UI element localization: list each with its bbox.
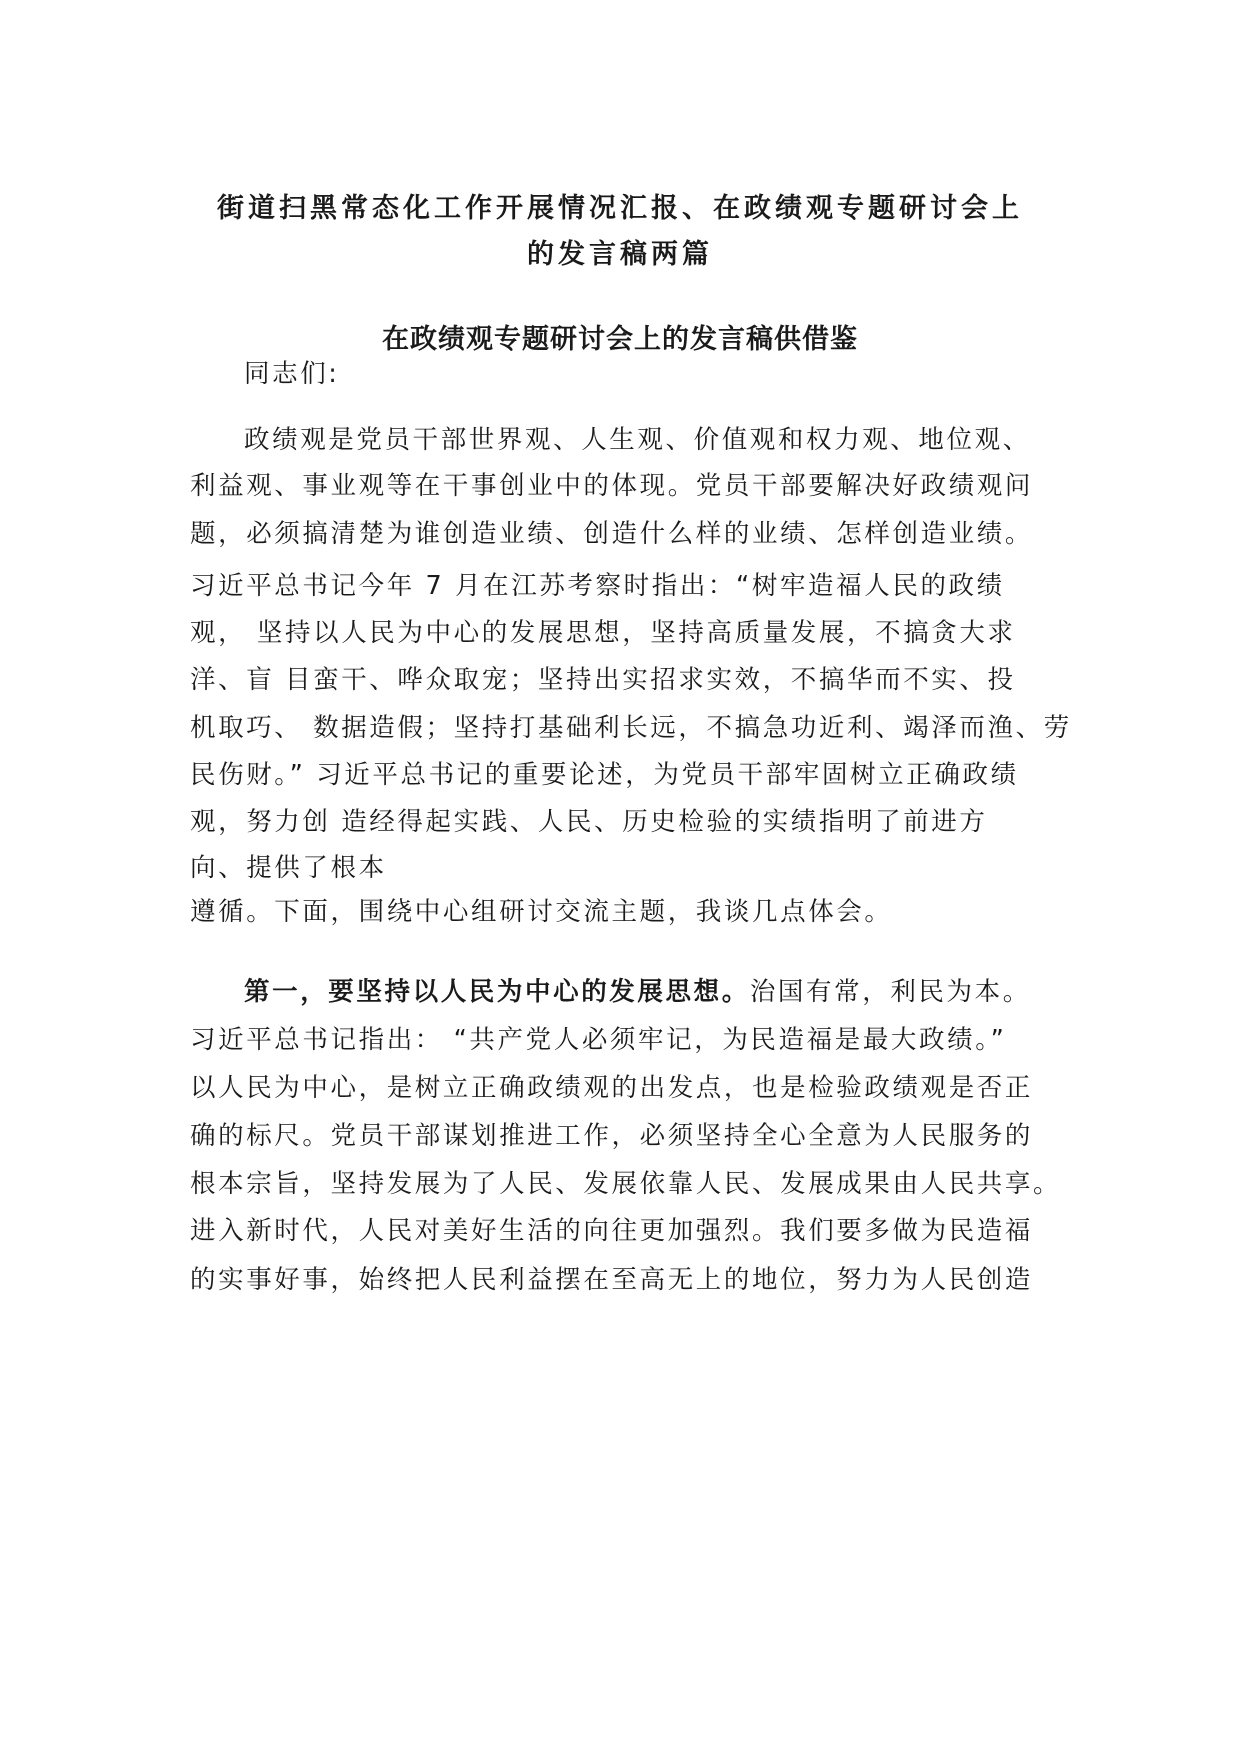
paragraph-line: 确的标尺。党员干部谋划推进工作，必须坚持全心全意为人民服务的: [190, 1121, 1034, 1151]
paragraph-line: 向、提供了根本: [190, 853, 387, 883]
section-heading: 第一，要坚持以人民为中心的发展思想。: [244, 977, 750, 1007]
paragraph-line: 以人民为中心，是树立正确政绩观的出发点，也是检验政绩观是否正: [190, 1073, 1034, 1103]
paragraph-line: 进入新时代，人民对美好生活的向往更加强烈。我们要多做为民造福: [190, 1216, 1034, 1246]
section-subtitle: 在政绩观专题研讨会上的发言稿供借鉴: [382, 324, 858, 355]
paragraph-line: 遵循。下面，围绕中心组研讨交流主题，我谈几点体会。: [190, 897, 893, 927]
paragraph-line: 习近平总书记今年 7 月在江苏考察时指出：“树牢造福人民的政绩: [190, 571, 1005, 601]
salutation: 同志们:: [244, 359, 340, 389]
paragraph-line: 利益观、事业观等在干事创业中的体现。党员干部要解决好政绩观问: [190, 471, 1034, 501]
paragraph-line: 洋、盲 目蛮干、哗众取宠；坚持出实招求实效，不搞华而不实、投: [190, 665, 1016, 695]
paragraph-line: [244, 972, 1031, 1012]
paragraph-line: 机取巧、 数据造假；坚持打基础利长远，不搞急功近利、竭泽而渔、劳: [190, 713, 1072, 743]
section-heading-rest: 治国有常，利民为本。: [749, 977, 1031, 1007]
title-line-1: 街道扫黑常态化工作开展情况汇报、在政绩观专题研讨会上: [217, 193, 1023, 224]
document-title: [150, 186, 1090, 278]
paragraph-line: 民伤财。” 习近平总书记的重要论述，为党员干部牢固树立正确政绩: [190, 760, 1019, 790]
paragraph-line: 政绩观是党员干部世界观、人生观、价值观和权力观、地位观、: [244, 425, 1031, 455]
paragraph-line: 观， 坚持以人民为中心的发展思想，坚持高质量发展，不搞贪大求: [190, 618, 1016, 648]
paragraph-line: 题，必须搞清楚为谁创造业绩、创造什么样的业绩、怎样创造业绩。: [190, 519, 1034, 549]
paragraph-line: 观，努力创 造经得起实践、人民、历史检验的实绩指明了前进方: [190, 807, 988, 837]
paragraph-line: 的实事好事，始终把人民利益摆在至高无上的地位，努力为人民创造: [190, 1265, 1034, 1295]
title-line-2: 的发言稿两篇: [527, 239, 713, 270]
paragraph-line: 根本宗旨，坚持发展为了人民、发展依靠人民、发展成果由人民共享。: [190, 1169, 1062, 1199]
paragraph-line: 习近平总书记指出： “共产党人必须牢记，为民造福是最大政绩。”: [190, 1025, 1007, 1055]
